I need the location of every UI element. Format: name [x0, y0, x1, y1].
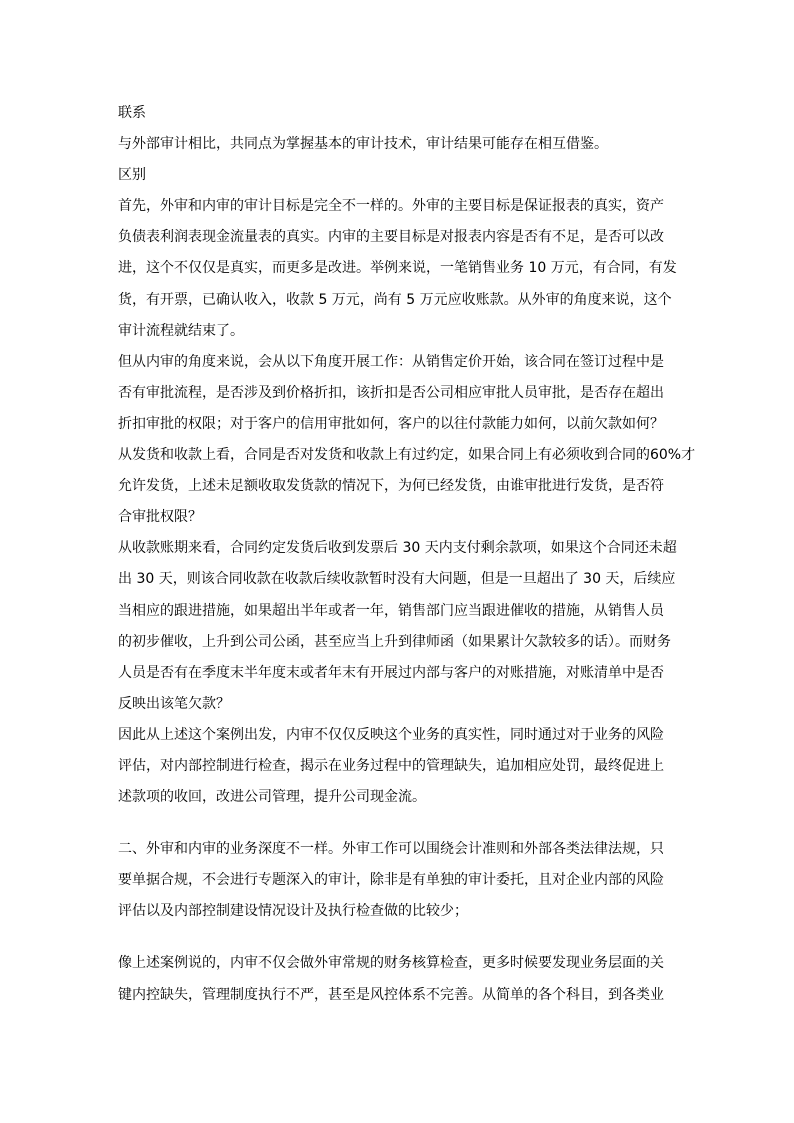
paragraph: [118, 129, 718, 160]
paragraph: [118, 533, 718, 720]
paragraph: [118, 948, 718, 1010]
paragraph: [118, 720, 718, 813]
text-line: 区别: [118, 167, 146, 184]
text-line: 货，有开票，已确认收入，收款 5 万元，尚有 5 万元应收账款。从外审的角度来说，这个: [118, 291, 672, 308]
text-line: 进，这个不仅仅是真实，而更多是改进。举例来说，一笔销售业务 10 万元，有合同，有发: [118, 260, 677, 277]
text-line: 评估以及内部控制建设情况设计及执行检查做的比较少；: [118, 903, 468, 920]
text-line: 二、外审和内审的业务深度不一样。外审工作可以围绕会计准则和外部各类法律法规，只: [118, 841, 664, 858]
text-line: 要单据合规，不会进行专题深入的审计，除非是有单独的审计委托，且对企业内部的风险: [118, 872, 664, 889]
text-line: 从收款账期来看，合同约定发货后收到发票后 30 天内支付剩余款项，如果这个合同还未超: [118, 540, 677, 557]
paragraph: [118, 440, 718, 533]
text-line: 当相应的跟进措施，如果超出半年或者一年，销售部门应当跟进催收的措施，从销售人员: [118, 602, 664, 619]
text-line: 允许发货，上述未足额收取发货款的情况下，为何已经发货，由谁审批进行发货，是否符: [118, 478, 664, 495]
text-line: 与外部审计相比，共同点为掌握基本的审计技术，审计结果可能存在相互借鉴。: [118, 136, 608, 153]
text-line: 键内控缺失，管理制度执行不严，甚至是风控体系不完善。从简单的各个科目，到各类业: [118, 986, 664, 1003]
text-line: 合审批权限？: [118, 509, 202, 526]
text-line: 出 30 天，则该合同收款在收款后续收款暂时没有大问题，但是一旦超出了 30 天，后续应: [118, 571, 676, 588]
text-line: 述款项的收回，改进公司管理，提升公司现金流。: [118, 789, 426, 806]
text-line: 评估，对内部控制进行检查，揭示在业务过程中的管理缺失，追加相应处罚，最终促进上: [118, 757, 664, 774]
paragraph: [118, 160, 718, 191]
text-line: 反映出该笔欠款？: [118, 695, 230, 712]
text-line: 否有审批流程，是否涉及到价格折扣，该折扣是否公司相应审批人员审批，是否存在超出: [118, 384, 664, 401]
text-line: 负债表利润表现金流量表的真实。内审的主要目标是对报表内容是否有不足，是否可以改: [118, 229, 664, 246]
paragraph: [118, 191, 718, 346]
paragraph: [118, 98, 718, 129]
text-line: 因此从上述这个案例出发，内审不仅仅反映这个业务的真实性，同时通过对于业务的风险: [118, 726, 664, 743]
document-body: [118, 98, 718, 1011]
text-line: 像上述案例说的，内审不仅会做外审常规的财务核算检查，更多时候要发现业务层面的关: [118, 955, 664, 972]
text-line: 但从内审的角度来说，会从以下角度开展工作：从销售定价开始，该合同在签订过程中是: [118, 353, 664, 370]
paragraph: [118, 347, 718, 440]
text-line: 首先，外审和内审的审计目标是完全不一样的。外审的主要目标是保证报表的真实，资产: [118, 198, 664, 215]
text-line: 联系: [118, 105, 146, 121]
text-line: 审计流程就结束了。: [118, 322, 244, 339]
text-line: 的初步催收，上升到公司公函，甚至应当上升到律师函（如果累计欠款较多的话）。而财务: [118, 633, 671, 650]
text-line: 从发货和收款上看，合同是否对发货和收款上有过约定，如果合同上有必须收到合同的60%才: [118, 447, 696, 464]
text-line: 人员是否有在季度末半年度末或者年末有开展过内部与客户的对账措施，对账清单中是否: [118, 664, 664, 681]
text-line: 折扣审批的权限；对于客户的信用审批如何，客户的以往付款能力如何，以前欠款如何？: [118, 415, 664, 432]
paragraph: [118, 834, 718, 927]
